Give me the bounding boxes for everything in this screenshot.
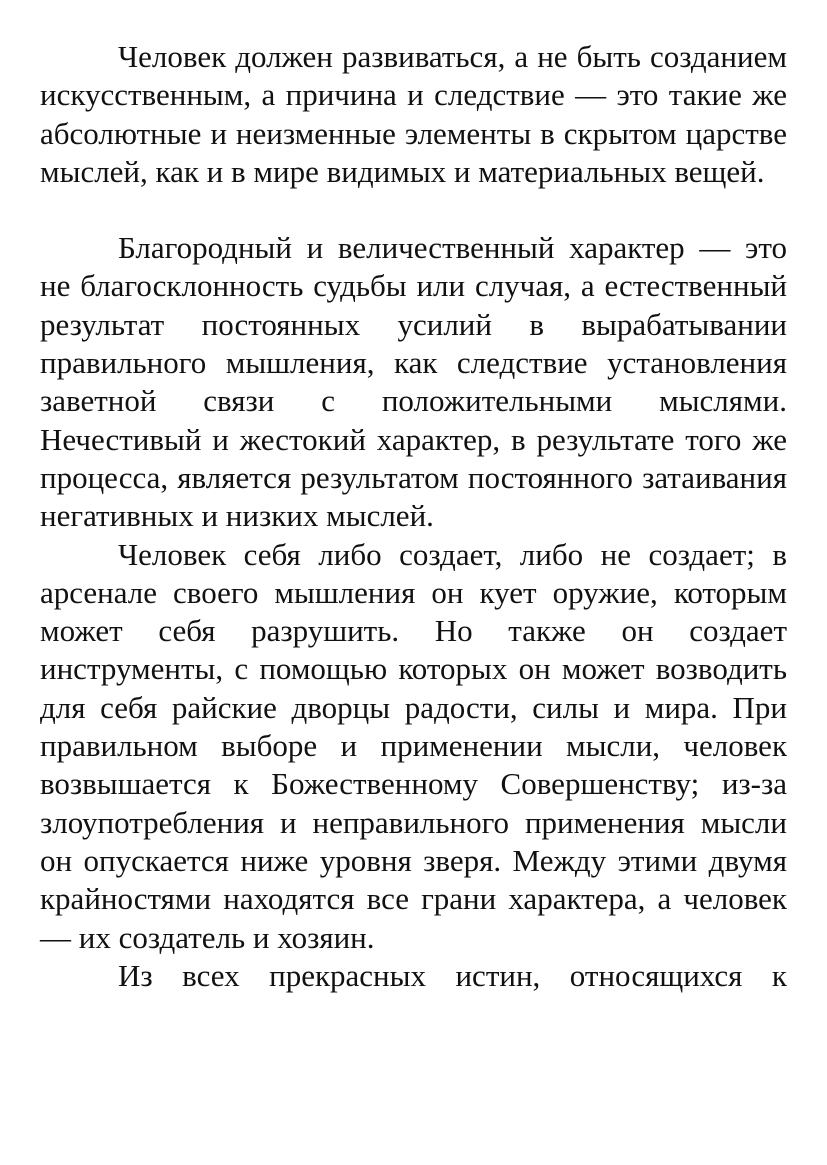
paragraph-4: Из всех прекрасных истин, относящихся к — [118, 957, 787, 993]
document-page — [40, 38, 787, 995]
paragraph-spacer — [40, 191, 787, 229]
paragraph-1: Человек должен развиваться, а не быть созданием искусственным, а причина и следствие — это такие же абсолютные и неизменные элементы в скрытом царстве мыслей, как и в мире видимых и материальных вещей. — [40, 39, 787, 189]
paragraph-3: Человек себя либо создает, либо не создает; в арсенале своего мышления он кует оружие, которым может себя разрушить. Но также он создает инструменты, с помощью которых он может возводить для себя райские дворцы радости, силы и мира. При правильном выборе и применении мысли, человек возвышается к Божественному Совершенству; из-за злоупотребления и неправильного применения мысли он опускается ниже уровня зверя. Между этими двумя крайностями находятся все грани характера, а человек — их создатель и хозяин. — [40, 536, 787, 955]
paragraph-2: Благородный и величественный характер — это не благосклонность судьбы или случая, а естественный результат постоянных усилий в вырабатывании правильного мышления, как следствие установления заветной связи с положительными мыслями. Нечестивый и жестокий характер, в результате того же процесса, является результатом постоянного затаивания негативных и низких мыслей. — [40, 230, 787, 534]
